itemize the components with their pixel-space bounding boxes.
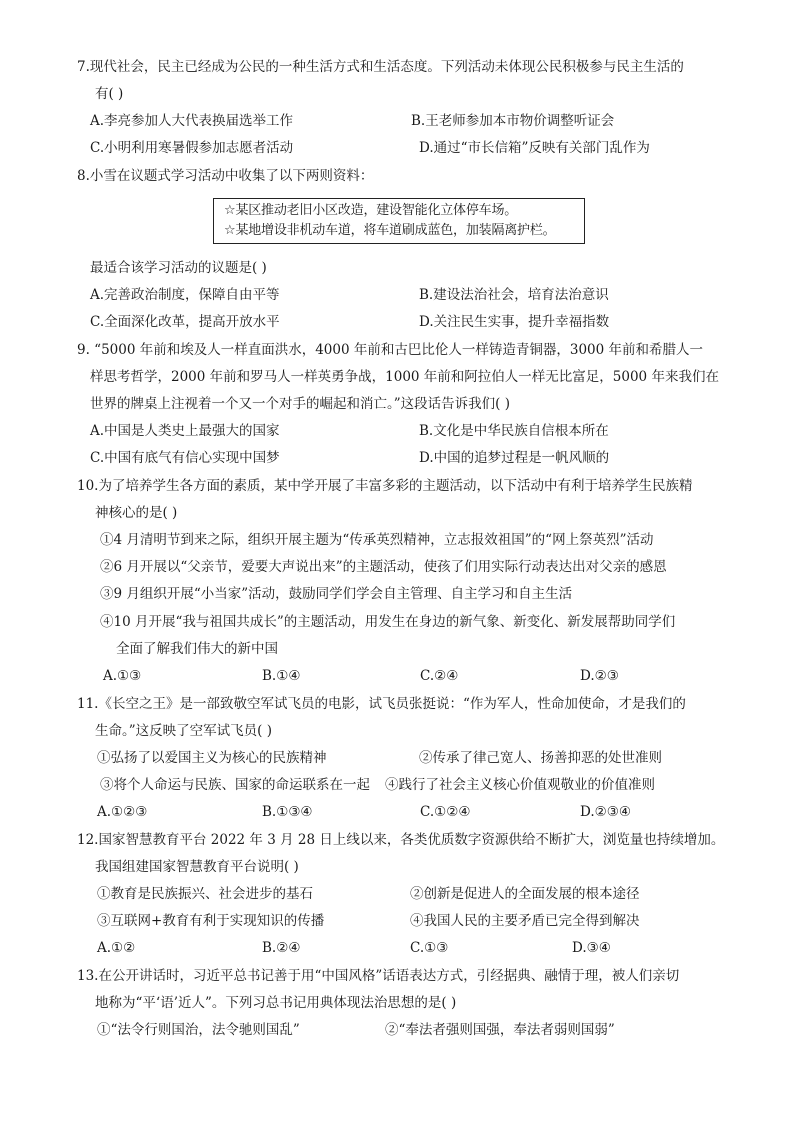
- q12-stem-line1: 12.国家智慧教育平台 2022 年 3 月 28 日上线以来，各类优质数字资源供给不断扩大，浏览量也持续增加。: [77, 832, 725, 848]
- q13-statement-1: ①“法令行则国治，法令驰则国乱”: [97, 1022, 300, 1038]
- q12-statement-4: ④我国人民的主要矛盾已完全得到解决: [410, 913, 640, 929]
- q8-stem: 8.小雪在议题式学习活动中收集了以下两则资料：: [77, 168, 374, 184]
- q10-option-d: D.②③: [580, 668, 619, 684]
- q11-statement-2: ②传承了律己宽人、扬善抑恶的处世准则: [419, 750, 662, 766]
- q11-stem-line1: 11.《长空之王》是一部致敬空军试飞员的电影，试飞员张挺说：“作为军人，性命加使命，才是我们的: [77, 696, 686, 712]
- q11-statement-3: ③将个人命运与民族、国家的命运联系在一起: [100, 777, 370, 793]
- q7-option-c: C.小明利用寒暑假参加志愿者活动: [90, 140, 294, 156]
- q10-option-b: B.①④: [262, 668, 301, 684]
- q12-option-a: A.①②: [97, 940, 136, 956]
- q8-option-a: A.完善政治制度，保障自由平等: [90, 287, 280, 303]
- q9-stem-line1: 9. “5000 年前和埃及人一样直面洪水，4000 年前和古巴比伦人一样铸造青铜器，3000 年前和希腊人一: [77, 342, 704, 358]
- q13-stem-line2: 地称为“平‘语’近人”。下列习总书记用典体现法治思想的是( ): [95, 995, 457, 1011]
- q11-stem-line2: 生命。”这反映了空军试飞员( ): [95, 723, 272, 739]
- q10-option-a: A.①③: [103, 668, 142, 684]
- q12-option-b: B.②④: [262, 940, 301, 956]
- q11-option-a: A.①②③: [97, 804, 148, 820]
- q11-option-d: D.②③④: [580, 804, 631, 820]
- q10-statement-3: ③9 月组织开展“小当家”活动，鼓励同学们学会自主管理、自主学习和自主生活: [100, 586, 573, 602]
- q9-stem-line3: 世界的牌桌上注视着一个又一个对手的崛起和消亡。”这段话告诉我们( ): [90, 396, 510, 412]
- q10-statement-2: ②6 月开展以“父亲节，爱要大声说出来”的主题活动，使孩了们用实际行动表达出对父亲的感恩: [100, 559, 667, 575]
- q12-option-c: C.①③: [410, 940, 449, 956]
- q12-statement-1: ①教育是民族振兴、社会进步的基石: [97, 886, 313, 902]
- q11-statement-1: ①弘扬了以爱国主义为核心的民族精神: [97, 750, 327, 766]
- q11-option-b: B.①③④: [262, 804, 313, 820]
- q8-option-d: D.关注民生实事，提升幸福指数: [419, 314, 610, 330]
- q10-statement-1: ①4 月清明节到来之际，组织开展主题为“传承英烈精神，立志报效祖国”的“网上祭英烈”活动: [100, 532, 654, 548]
- q7-stem-line2: 有( ): [95, 86, 124, 102]
- q10-option-c: C.②④: [420, 668, 459, 684]
- q11-statement-4: ④践行了社会主义核心价值观敬业的价值准则: [385, 777, 655, 793]
- q7-option-b: B.王老师参加本市物价调整听证会: [411, 113, 615, 129]
- q13-statement-2: ②“奉法者强则国强，奉法者弱则国弱”: [385, 1022, 615, 1038]
- q8-material-box: [213, 198, 585, 244]
- q9-option-a: A.中国是人类史上最强大的国家: [90, 423, 280, 439]
- q7-option-a: A.李亮参加人大代表换届选举工作: [90, 113, 294, 129]
- q8-material-2: ☆某地增设非机动车道，将车道刷成蓝色，加装隔离护栏。: [224, 223, 556, 238]
- q10-stem-line1: 10.为了培养学生各方面的素质，某中学开展了丰富多彩的主题活动，以下活动中有利于培养学生民族精: [77, 478, 693, 494]
- q12-option-d: D.③④: [572, 940, 611, 956]
- q7-stem-line1: 7.现代社会，民主已经成为公民的一种生活方式和生活态度。下列活动未体现公民积极参与民主生活的: [77, 59, 684, 75]
- q10-statement-4-cont: 全面了解我们伟大的新中国: [116, 641, 278, 657]
- q10-stem-line2: 神核心的是( ): [95, 505, 178, 521]
- q8-material-1: ☆某区推动老旧小区改造，建设智能化立体停车场。: [224, 203, 518, 218]
- q10-statement-4: ④10 月开展“我与祖国共成长”的主题活动，用发生在身边的新气象、新变化、新发展帮助同学们: [100, 614, 676, 630]
- q12-statement-3: ③互联网+教育有利于实现知识的传播: [97, 913, 325, 929]
- q9-option-c: C.中国有底气有信心实现中国梦: [90, 450, 280, 466]
- q7-option-d: D.通过“市长信箱”反映有关部门乱作为: [419, 140, 650, 156]
- q9-option-b: B.文化是中华民族自信根本所在: [419, 423, 609, 439]
- q8-stem-line2: 最适合该学习活动的议题是( ): [90, 260, 267, 276]
- q9-stem-line2: 样思考哲学，2000 年前和罗马人一样英勇争战，1000 年前和阿拉伯人一样无比富足，5000 年来我们在: [90, 369, 719, 385]
- q8-option-c: C.全面深化改革，提高开放水平: [90, 314, 280, 330]
- q8-option-b: B.建设法治社会，培育法治意识: [419, 287, 609, 303]
- q12-stem-line2: 我国组建国家智慧教育平台说明( ): [95, 859, 299, 875]
- q9-option-d: D.中国的追梦过程是一帆风顺的: [419, 450, 610, 466]
- q11-option-c: C.①②④: [420, 804, 471, 820]
- q12-statement-2: ②创新是促进人的全面发展的根本途径: [410, 886, 640, 902]
- q13-stem-line1: 13.在公开讲话时，习近平总书记善于用“中国风格”话语表达方式，引经据典、融情于理，被人们亲切: [77, 968, 680, 984]
